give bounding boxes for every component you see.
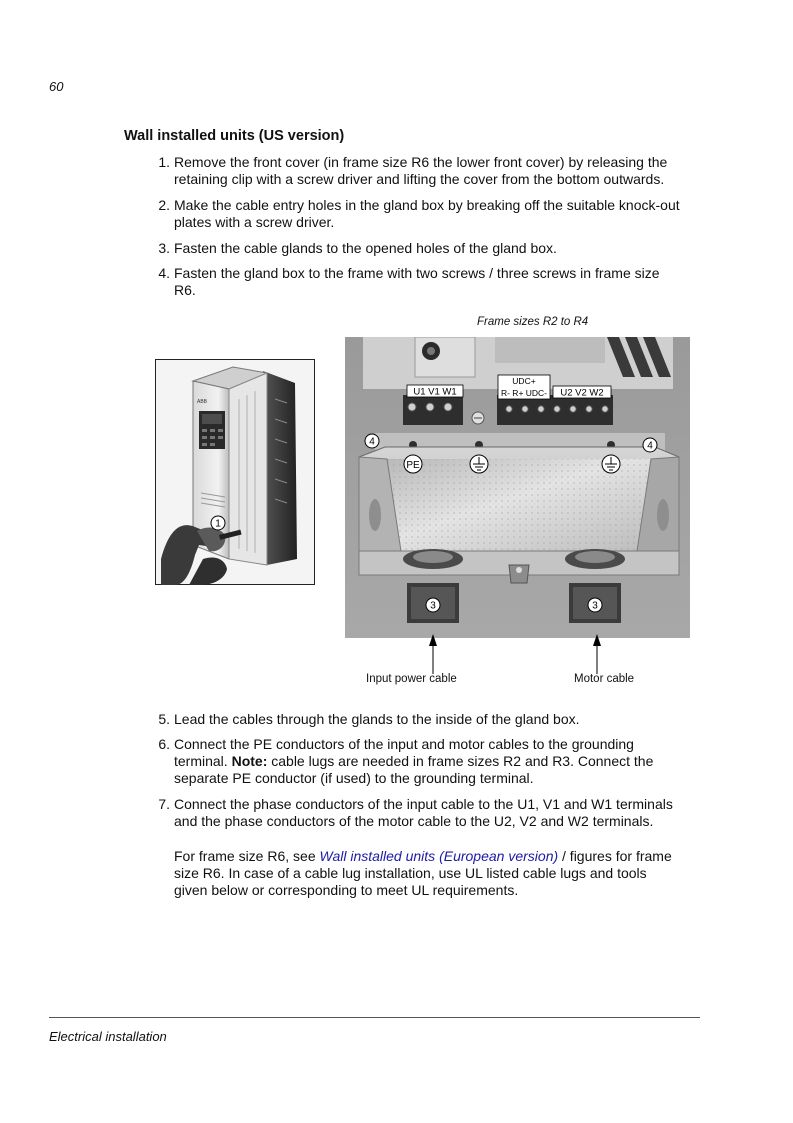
para-line: given below or corresponding to meet UL requirements.	[174, 882, 519, 898]
step-text-line: Make the cable entry holes in the gland box by breaking off the suitable knock-out	[174, 197, 680, 213]
step-text-line: plates with a screw driver.	[174, 214, 335, 230]
step-text-line: R6.	[174, 282, 196, 298]
arrow-up-icon	[593, 634, 601, 674]
text-run: terminal.	[174, 753, 232, 769]
step-text-line: Remove the front cover (in frame size R6 the lower front cover) by releasing the	[174, 154, 668, 170]
callout-3-right: 3	[592, 600, 598, 612]
text-run: / figures for frame	[558, 848, 672, 864]
step-text-line: Connect the PE conductors of the input and motor cables to the grounding	[174, 736, 634, 752]
cross-reference-link[interactable]: Wall installed units (European version)	[319, 848, 559, 864]
terminal-label-u2v2w2: U2 V2 W2	[560, 387, 604, 399]
footer-divider	[49, 1017, 700, 1018]
step-number: 1.	[158, 154, 170, 170]
step-text-line: Lead the cables through the glands to the inside of the gland box.	[174, 711, 580, 727]
ground-icon	[602, 455, 620, 473]
section-heading: Wall installed units (US version)	[124, 128, 345, 144]
callout-4-left: 4	[369, 436, 375, 448]
step-text-line: and the phase conductors of the motor cable to the U2, V2 and W2 terminals.	[174, 813, 654, 829]
step-number: 5.	[158, 711, 170, 727]
step-text-line: Connect the phase conductors of the input cable to the U1, V1 and W1 terminals	[174, 796, 673, 812]
step-text-line: separate PE conductor (if used) to the grounding terminal.	[174, 770, 534, 786]
svg-text:ABB: ABB	[197, 399, 208, 405]
pe-terminal-label: PE	[406, 460, 420, 471]
step-number: 3.	[158, 240, 170, 256]
callout-4-right: 4	[647, 440, 653, 452]
step-text-line	[174, 753, 704, 770]
step-number: 6.	[158, 736, 170, 752]
input-power-cable-label: Input power cable	[366, 673, 457, 685]
footer-chapter-title: Electrical installation	[49, 1029, 167, 1044]
terminal-label-u1v1w1: U1 V1 W1	[413, 386, 457, 398]
gland-box-photo	[345, 337, 690, 638]
motor-cable-label: Motor cable	[574, 673, 635, 685]
terminal-label-brake: R- R+ UDC-	[500, 388, 548, 398]
callout-3-left: 3	[430, 600, 436, 612]
para-line: size R6. In case of a cable lug installation, use UL listed cable lugs and tools	[174, 865, 647, 881]
text-run: cable lugs are needed in frame sizes R2 and R3. Connect the	[267, 753, 654, 769]
terminal-label-udc-plus: UDC+	[512, 376, 536, 386]
para-line	[174, 848, 704, 865]
figure-caption: Frame sizes R2 to R4	[477, 316, 589, 328]
page-number: 60	[49, 79, 64, 94]
callout-1: 1	[215, 518, 221, 530]
step-number: 2.	[158, 197, 170, 213]
step-text-line: retaining clip with a screw driver and lifting the cover from the bottom outwards.	[174, 171, 665, 187]
step-number: 7.	[158, 796, 170, 812]
step-text-line: Fasten the gland box to the frame with two screws / three screws in frame size	[174, 265, 660, 281]
drive-cover-photo	[155, 359, 315, 585]
ground-icon	[470, 455, 488, 473]
note-label: Note:	[231, 753, 268, 769]
arrow-up-icon	[429, 634, 437, 674]
step-number: 4.	[158, 265, 170, 281]
step-text-line: Fasten the cable glands to the opened holes of the gland box.	[174, 240, 557, 256]
text-run: For frame size R6, see	[174, 848, 320, 864]
